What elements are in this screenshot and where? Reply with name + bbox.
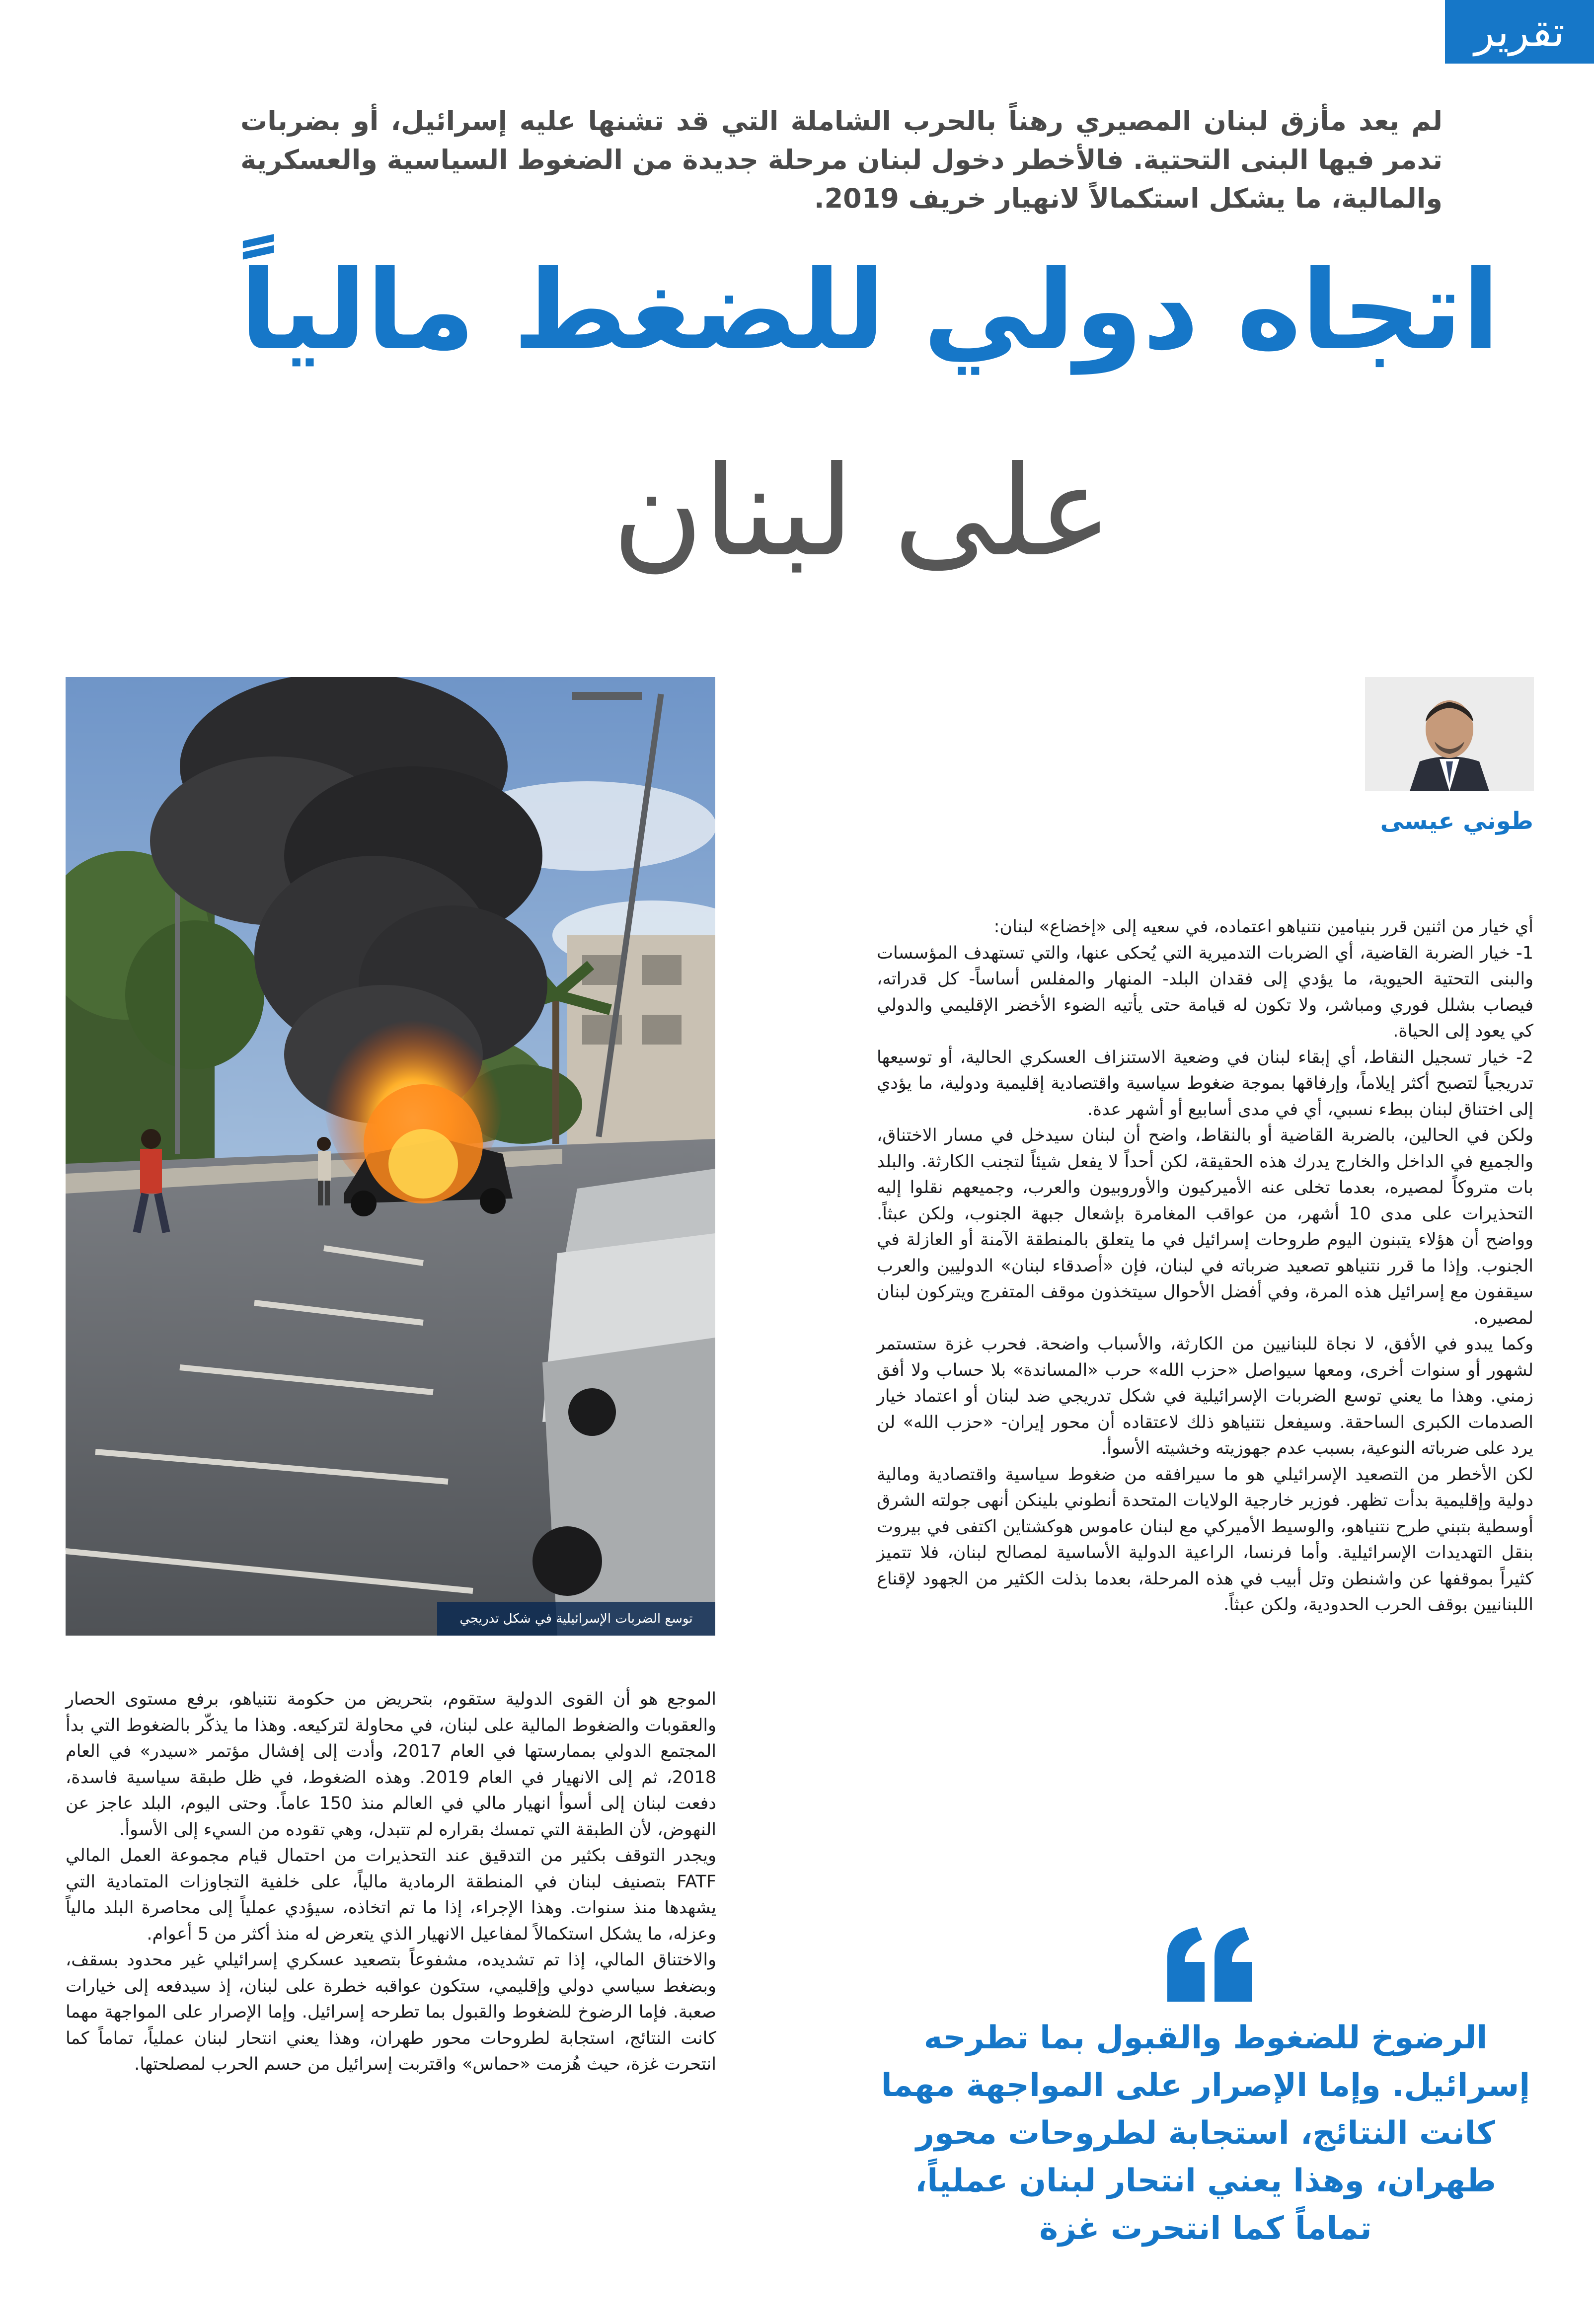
paragraph: ويجدر التوقف بكثير من التدقيق عند التحذيرات من احتمال قيام مجموعة العمل المالي FATF بتصنيف لبنان في المنطقة الرمادية مالياً، على خلفية التجاوزات المتمادية التي يشهدها منذ سنوات. وهذا الإجراء، إذا ما تم اتخاذه، سيؤدي عملياً إلى محاصرة البلد مالياً وعزله، ما يشكل استكمالاً لمفاعيل الانهيار الذي يتعرض له منذ أكثر من 5 أعوام.: [66, 1846, 716, 1944]
paragraph: والاختناق المالي، إذا تم تشديده، مشفوعاً بتصعيد عسكري إسرائيلي غير محدود بسقف، وبضغط سياسي دولي وإقليمي، ستكون عواقبه خطرة على لبنان، إذ سيدفعه إلى خيارات صعبة. فإما الرضوخ للضغوط والقبول بما تطرحه إسرائيل. وإما الإصرار على المواجهة مهما كانت النتائج، استجابة لطروحات محور طهران، وهذا يعني انتحار لبنان عملياً، تماماً كما انتحرت غزة، حيث هُزمت «حماس» واقتربت إسرائيل من حسم الحرب لمصلحتها.: [66, 1950, 716, 2074]
headline-sub: على لبنان: [612, 439, 1112, 584]
section-label: تقرير: [1445, 0, 1594, 64]
paragraph: ولكن في الحالين، بالضربة القاضية أو بالنقاط، واضح أن لبنان سيدخل في مسار الاختناق، والجميع في الداخل والخارج يدرك هذه الحقيقة، لكن أحداً لا يفعل شيئاً لتجنب الكارثة. والبلد بات متروكاً لمصيره، بعدما تخلى عنه الأميركيون والأوروبيون والعرب، وجميعهم نقلوا إليه التحذيرات على مدى 10 أشهر، من عواقب المغامرة بإشعال جبهة الجنوب، ولكن عبثاً. وواضح أن هؤلاء يتبنون اليوم طروحات إسرائيل في ما يتعلق بالمنطقة الآمنة أو العازلة في الجنوب. وإذا ما قرر نتنياهو تصعيد ضرباته في لبنان، فإن «أصدقاء لبنان» الدوليين والعرب سيقفون مع إسرائيل هذه المرة، وفي أفضل الأحوال سيتخذون موقف المتفرج ويتركون لبنان لمصيره.: [877, 1125, 1533, 1328]
paragraph: أي خيار من اثنين قرر بنيامين نتنياهو اعتماده، في سعيه إلى «إخضاع» لبنان:: [993, 917, 1533, 937]
paragraph: 1- خيار الضربة القاضية، أي الضربات التدميرية التي يُحكى عنها، والتي تستهدف المؤسسات والبنى التحتية الحيوية، ما يؤدي إلى فقدان البلد- المنهار والمفلس أساساً- كل قدراته، فيصاب بشلل فوري ومباشر، ولا تكون له قيامة حتى يأتيه الضوء الأخضر الإقليمي والدولي كي يعود إلى الحياة.: [877, 943, 1533, 1041]
paragraph: الموجع هو أن القوى الدولية ستقوم، بتحريض من حكومة نتنياهو، برفع مستوى الحصار والعقوبات والضغوط المالية على لبنان، في محاولة لتركيعه. وهذا ما يذكّر بالضغوط التي بدأ المجتمع الدولي بممارستها في العام 2017، وأدت إلى إفشال مؤتمر «سيدر» في العام 2018، ثم إلى الانهيار في العام 2019. وهذه الضغوط، في ظل طبقة سياسية فاسدة، دفعت لبنان إلى أسوأ انهيار مالي في العالم منذ 150 عاماً. وحتى اليوم، البلد عاجز عن النهوض، لأن الطبقة التي تمسك بقراره لم تتبدل، وهي تقوده من السيء إلى الأسوأ.: [66, 1689, 716, 1840]
article-body-right-column: [877, 914, 1533, 1618]
quote-mark-icon: [1162, 1927, 1257, 2002]
paragraph: لكن الأخطر من التصعيد الإسرائيلي هو ما سيرافقه من ضغوط سياسية واقتصادية ومالية دولية وإقليمية بدأت تظهر. فوزير خارجية الولايات المتحدة أنطوني بلينكن أنهى جولته الشرق أوسطية بتبني طرح نتنياهو، والوسيط الأميركي مع لبنان عاموس هوكشتاين اكتفى في بيروت بنقل التهديدات الإسرائيلية. وأما فرنسا، الراعية الدولية الأساسية لمصالح لبنان، فلا تتميز كثيراً بموقفها عن واشنطن وتل أبيب في هذه المرحلة، بعدما بذلت الكثير من الجهود لإقناع اللبنانيين بوقف الحرب الحدودية، ولكن عبثاً.: [877, 1464, 1533, 1615]
burning-car-scene: [66, 677, 715, 1636]
author-avatar: [1365, 677, 1534, 791]
paragraph: 2- خيار تسجيل النقاط، أي إبقاء لبنان في وضعية الاستنزاف العسكري الحالية، أو توسيعها تدريجياً لتصبح أكثر إيلاماً، وإرفاقها بموجة ضغوط سياسية واقتصادية إقليمية ودولية، ما يؤدي إلى اختناق لبنان ببطء نسبي، أي في مدى أسابيع أو أشهر عدة.: [877, 1047, 1533, 1120]
headline-main: اتجاه دولي للضغط مالياً: [239, 247, 1500, 374]
pull-quote: الرضوخ للضغوط والقبول بما تطرحه إسرائيل. وإما الإصرار على المواجهة مهما كانت النتائج، استجابة لطروحات محور طهران، وهذا يعني انتحار لبنان عملياً، تماماً كما انتحرت غزة: [881, 2020, 1530, 2247]
article-photo: [66, 677, 715, 1636]
author-portrait: [1365, 677, 1534, 791]
article-body-left-column: [66, 1686, 716, 2078]
article-intro: لم يعد مأزق لبنان المصيري رهناً بالحرب الشاملة التي قد تشنها عليه إسرائيل، أو بضربات تدمر فيها البنى التحتية. فالأخطر دخول لبنان مرحلة جديدة من الضغوط السياسية والعسكرية والمالية، ما يشكل استكمالاً لانهيار خريف 2019.: [240, 105, 1442, 214]
photo-caption: توسع الضربات الإسرائيلية في شكل تدريجي: [437, 1602, 715, 1636]
paragraph: وكما يبدو في الأفق، لا نجاة للبنانيين من الكارثة، والأسباب واضحة. فحرب غزة ستستمر لشهور أو سنوات أخرى، ومعها سيواصل «حزب الله» حرب «المساندة» بلا حساب ولا أفق زمني. وهذا ما يعني توسع الضربات الإسرائيلية في شكل تدريجي ضد لبنان أو اعتماد خيار الصدمات الكبرى الساحقة. وسيفعل نتنياهو ذلك لاعتقاده أن محور إيران- «حزب الله» لن يرد على ضرباته النوعية، بسبب عدم جهوزيته وخشيته الأسوأ.: [877, 1334, 1533, 1458]
author-name: طوني عيسى: [1380, 807, 1533, 835]
